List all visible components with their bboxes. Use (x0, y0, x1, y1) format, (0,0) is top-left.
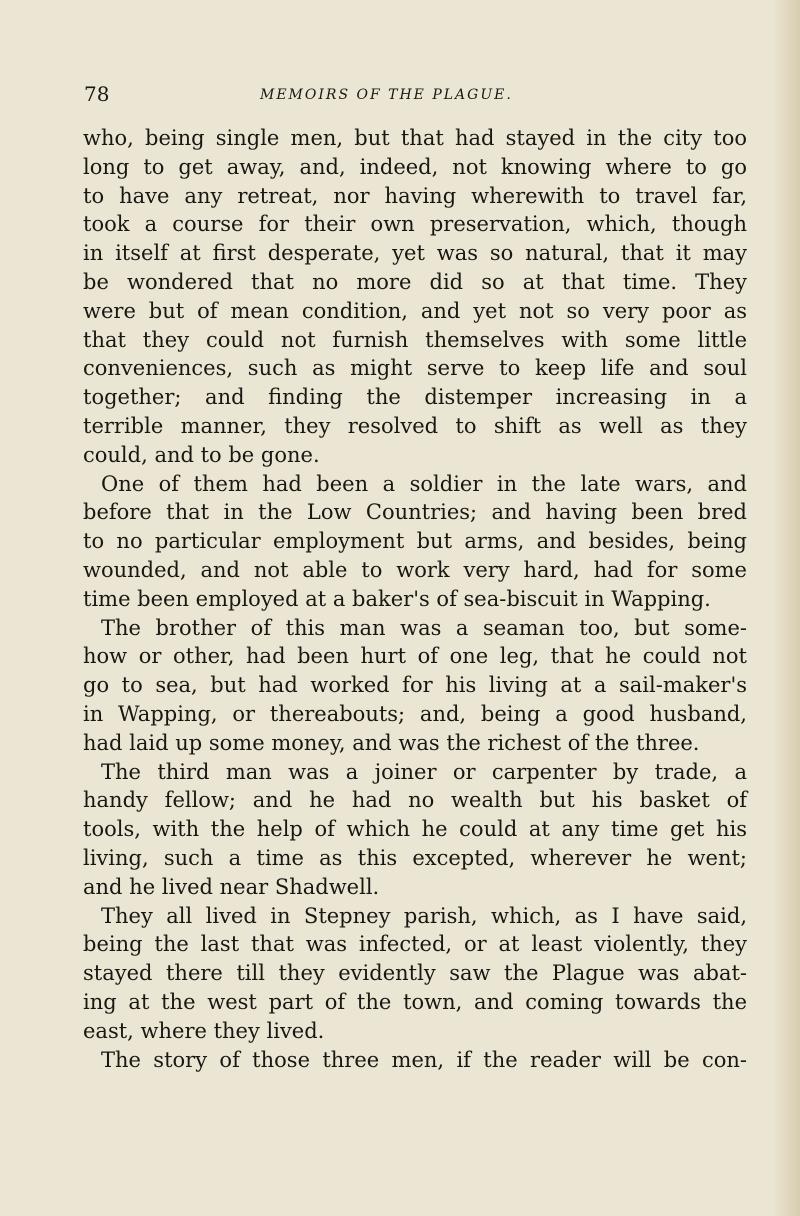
text-line: tools, with the help of which he could at any time get his (83, 817, 747, 842)
text-line: handy fellow; and he had no wealth but his basket of (83, 788, 747, 813)
text-line: had laid up some money, and was the richest of the three. (83, 730, 700, 755)
text-line: that they could not furnish themselves with some little (83, 327, 747, 352)
page-edge-shadow (772, 0, 800, 1216)
body-text (83, 124, 747, 1074)
text-line: were but of mean condition, and yet not so very poor as (83, 298, 747, 323)
text-line: The story of those three men, if the reader will be con- (101, 1047, 747, 1072)
text-line: One of them had been a soldier in the late wars, and (101, 471, 747, 496)
text-line: in Wapping, or thereabouts; and, being a good husband, (83, 701, 747, 726)
text-line: They all lived in Stepney parish, which, as I have said, (101, 903, 747, 928)
text-line: being the last that was infected, or at least violently, they (83, 932, 747, 957)
text-line: long to get away, and, indeed, not knowing where to go (83, 154, 747, 179)
text-line: how or other, had been hurt of one leg, that he could not (83, 644, 747, 669)
text-line: who, being single men, but that had stayed in the city too (83, 126, 747, 150)
text-line: and he lived near Shadwell. (83, 874, 380, 899)
text-line: before that in the Low Countries; and having been bred (83, 500, 747, 525)
text-line: conveniences, such as might serve to keep life and soul (83, 356, 747, 381)
text-line: east, where they lived. (83, 1018, 325, 1043)
text-line: stayed there till they evidently saw the Plague was abat- (83, 961, 747, 986)
text-line: The third man was a joiner or carpenter by trade, a (101, 759, 747, 784)
text-line: ing at the west part of the town, and coming towards the (83, 989, 747, 1014)
text-line: wounded, and not able to work very hard, had for some (83, 557, 747, 582)
text-line: could, and to be gone. (83, 442, 320, 467)
text-line: living, such a time as this excepted, wherever he went; (83, 845, 747, 870)
text-line: terrible manner, they resolved to shift as well as they (83, 413, 747, 438)
text-line: in itself at first desperate, yet was so natural, that it may (83, 241, 747, 266)
running-title: MEMOIRS OF THE PLAGUE. (260, 87, 513, 103)
page-number: 78 (84, 82, 110, 106)
text-line: time been employed at a baker's of sea-biscuit in Wapping. (83, 586, 711, 611)
text-line: to no particular employment but arms, and besides, being (83, 529, 747, 554)
text-line: go to sea, but had worked for his living at a sail-maker's (83, 673, 747, 698)
text-line: be wondered that no more did so at that time. They (83, 269, 747, 294)
page-header (84, 82, 744, 112)
text-line: The brother of this man was a seaman too, but some- (101, 615, 747, 640)
text-line: together; and finding the distemper increasing in a (83, 385, 747, 410)
text-line: to have any retreat, nor having wherewith to travel far, (83, 183, 747, 208)
text-line: took a course for their own preservation, which, though (83, 212, 747, 237)
